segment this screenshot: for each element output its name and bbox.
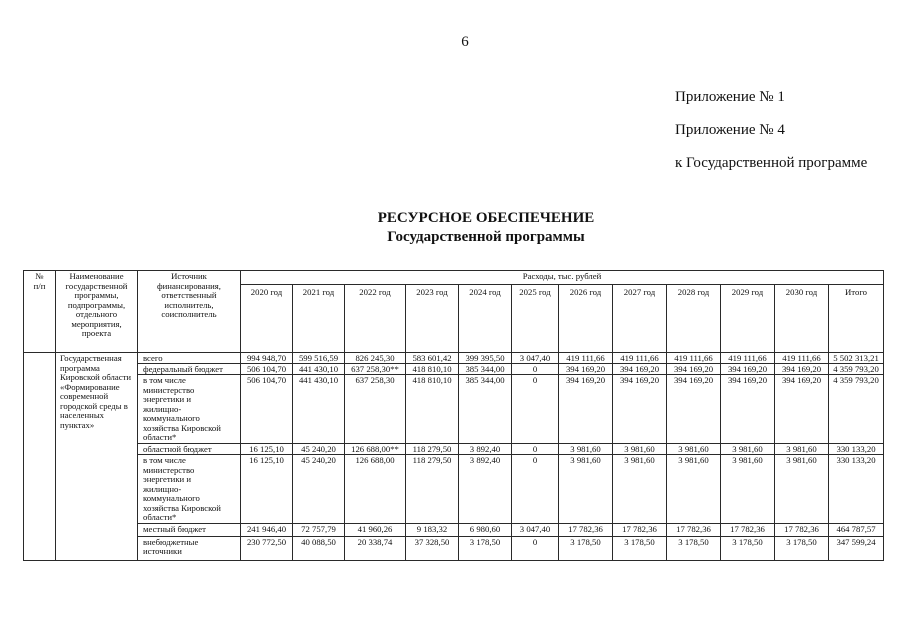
- regional-ministry-2029-value: 3 981,60: [721, 455, 775, 524]
- total-2030-value: 419 111,66: [775, 353, 829, 364]
- appendix-line-1: Приложение № 1: [675, 89, 785, 105]
- local-2021-value: 72 757,79: [293, 523, 345, 536]
- table-row: [24, 444, 884, 455]
- federal-2023-value: 418 810,10: [406, 364, 459, 375]
- federal-ministry-2021-value: 441 430,10: [293, 375, 345, 444]
- table-row: [24, 536, 884, 560]
- federal-ministry-2028-value: 394 169,20: [667, 375, 721, 444]
- source-extrabudgetary: внебюджетные источники: [138, 536, 241, 560]
- regional-sum-value: 330 133,20: [829, 444, 884, 455]
- header-year-2029: 2029 год: [721, 285, 775, 353]
- extrabudgetary-2022-value: 20 338,74: [345, 536, 406, 560]
- federal-ministry-2026-value: 394 169,20: [559, 375, 613, 444]
- source-regional: областной бюджет: [138, 444, 241, 455]
- source-federal-ministry: в том числе министерство энергетики и жилищно- коммунального хозяйства Кировской области*: [138, 375, 241, 444]
- federal-2022-value: 637 258,30**: [345, 364, 406, 375]
- document-title: [286, 209, 686, 247]
- local-2024-value: 6 980,60: [459, 523, 512, 536]
- regional-2030-value: 3 981,60: [775, 444, 829, 455]
- federal-2029-value: 394 169,20: [721, 364, 775, 375]
- appendix-line-2: Приложение № 4: [675, 122, 785, 138]
- header-row: [24, 271, 884, 285]
- header-year-2021: 2021 год: [293, 285, 345, 353]
- regional-ministry-2027-value: 3 981,60: [613, 455, 667, 524]
- header-number: № п/п: [24, 271, 56, 353]
- title-line-2: Государственной программы: [387, 229, 585, 245]
- table-row: [24, 523, 884, 536]
- local-2023-value: 9 183,32: [406, 523, 459, 536]
- header-year-2027: 2027 год: [613, 285, 667, 353]
- header-year-2020: 2020 год: [241, 285, 293, 353]
- table-row: [24, 364, 884, 375]
- extrabudgetary-2027-value: 3 178,50: [613, 536, 667, 560]
- header-year-2025: 2025 год: [512, 285, 559, 353]
- federal-ministry-2020-value: 506 104,70: [241, 375, 293, 444]
- federal-ministry-2024-value: 385 344,00: [459, 375, 512, 444]
- regional-ministry-2028-value: 3 981,60: [667, 455, 721, 524]
- regional-2024-value: 3 892,40: [459, 444, 512, 455]
- federal-ministry-2029-value: 394 169,20: [721, 375, 775, 444]
- total-2027-value: 419 111,66: [613, 353, 667, 364]
- header-name: Наименование государственной программы, подпрограммы, отдельного мероприятия, проекта: [56, 271, 138, 353]
- federal-2025-value: 0: [512, 364, 559, 375]
- federal-2020-value: 506 104,70: [241, 364, 293, 375]
- header-expenses: Расходы, тыс. рублей: [241, 271, 884, 285]
- regional-2025-value: 0: [512, 444, 559, 455]
- total-sum-value: 5 502 313,21: [829, 353, 884, 364]
- header-year-2023: 2023 год: [406, 285, 459, 353]
- header-source: Источник финансирования, ответственный исполнитель, соисполнитель: [138, 271, 241, 353]
- local-2022-value: 41 960,26: [345, 523, 406, 536]
- extrabudgetary-2020-value: 230 772,50: [241, 536, 293, 560]
- regional-2023-value: 118 279,50: [406, 444, 459, 455]
- extrabudgetary-2024-value: 3 178,50: [459, 536, 512, 560]
- regional-ministry-2021-value: 45 240,20: [293, 455, 345, 524]
- table-row: [24, 375, 884, 444]
- extrabudgetary-2021-value: 40 088,50: [293, 536, 345, 560]
- source-local: местный бюджет: [138, 523, 241, 536]
- regional-ministry-2020-value: 16 125,10: [241, 455, 293, 524]
- federal-2030-value: 394 169,20: [775, 364, 829, 375]
- regional-ministry-2023-value: 118 279,50: [406, 455, 459, 524]
- table-row: [24, 353, 884, 364]
- federal-2024-value: 385 344,00: [459, 364, 512, 375]
- total-2022-value: 826 245,30: [345, 353, 406, 364]
- regional-ministry-2025-value: 0: [512, 455, 559, 524]
- total-2021-value: 599 516,59: [293, 353, 345, 364]
- local-2028-value: 17 782,36: [667, 523, 721, 536]
- total-2020-value: 994 948,70: [241, 353, 293, 364]
- regional-ministry-2030-value: 3 981,60: [775, 455, 829, 524]
- total-2024-value: 399 395,50: [459, 353, 512, 364]
- regional-2027-value: 3 981,60: [613, 444, 667, 455]
- source-total: всего: [138, 353, 241, 364]
- federal-ministry-2022-value: 637 258,30: [345, 375, 406, 444]
- table-row: [24, 455, 884, 524]
- regional-2022-value: 126 688,00**: [345, 444, 406, 455]
- federal-ministry-sum-value: 4 359 793,20: [829, 375, 884, 444]
- extrabudgetary-2023-value: 37 328,50: [406, 536, 459, 560]
- federal-2021-value: 441 430,10: [293, 364, 345, 375]
- total-2029-value: 419 111,66: [721, 353, 775, 364]
- local-2029-value: 17 782,36: [721, 523, 775, 536]
- regional-2021-value: 45 240,20: [293, 444, 345, 455]
- total-2025-value: 3 047,40: [512, 353, 559, 364]
- extrabudgetary-2025-value: 0: [512, 536, 559, 560]
- header-year-2024: 2024 год: [459, 285, 512, 353]
- regional-2029-value: 3 981,60: [721, 444, 775, 455]
- regional-ministry-2026-value: 3 981,60: [559, 455, 613, 524]
- local-2026-value: 17 782,36: [559, 523, 613, 536]
- resource-table: [23, 270, 884, 561]
- federal-ministry-2027-value: 394 169,20: [613, 375, 667, 444]
- regional-ministry-2024-value: 3 892,40: [459, 455, 512, 524]
- local-sum-value: 464 787,57: [829, 523, 884, 536]
- federal-2027-value: 394 169,20: [613, 364, 667, 375]
- extrabudgetary-sum-value: 347 599,24: [829, 536, 884, 560]
- local-2020-value: 241 946,40: [241, 523, 293, 536]
- header-year-2022: 2022 год: [345, 285, 406, 353]
- extrabudgetary-2030-value: 3 178,50: [775, 536, 829, 560]
- federal-ministry-2025-value: 0: [512, 375, 559, 444]
- federal-ministry-2030-value: 394 169,20: [775, 375, 829, 444]
- program-name: Государственная программа Кировской области «Формирование современной городской среды в населенных пунктах»: [56, 353, 138, 561]
- regional-ministry-sum-value: 330 133,20: [829, 455, 884, 524]
- federal-ministry-2023-value: 418 810,10: [406, 375, 459, 444]
- federal-sum-value: 4 359 793,20: [829, 364, 884, 375]
- source-federal: федеральный бюджет: [138, 364, 241, 375]
- total-2023-value: 583 601,42: [406, 353, 459, 364]
- federal-2028-value: 394 169,20: [667, 364, 721, 375]
- total-2028-value: 419 111,66: [667, 353, 721, 364]
- regional-2020-value: 16 125,10: [241, 444, 293, 455]
- header-year-2030: 2030 год: [775, 285, 829, 353]
- source-regional-ministry: в том числе министерство энергетики и жилищно- коммунального хозяйства Кировской области*: [138, 455, 241, 524]
- total-2026-value: 419 111,66: [559, 353, 613, 364]
- regional-2026-value: 3 981,60: [559, 444, 613, 455]
- header-year-2026: 2026 год: [559, 285, 613, 353]
- local-2025-value: 3 047,40: [512, 523, 559, 536]
- regional-2028-value: 3 981,60: [667, 444, 721, 455]
- page-number: 6: [461, 34, 469, 50]
- extrabudgetary-2029-value: 3 178,50: [721, 536, 775, 560]
- extrabudgetary-2026-value: 3 178,50: [559, 536, 613, 560]
- regional-ministry-2022-value: 126 688,00: [345, 455, 406, 524]
- header-total: Итого: [829, 285, 884, 353]
- extrabudgetary-2028-value: 3 178,50: [667, 536, 721, 560]
- header-year-2028: 2028 год: [667, 285, 721, 353]
- title-line-1: РЕСУРСНОЕ ОБЕСПЕЧЕНИЕ: [377, 210, 595, 226]
- local-2030-value: 17 782,36: [775, 523, 829, 536]
- federal-2026-value: 394 169,20: [559, 364, 613, 375]
- program-number-cell: [24, 353, 56, 561]
- appendix-line-3: к Государственной программе: [675, 155, 868, 171]
- local-2027-value: 17 782,36: [613, 523, 667, 536]
